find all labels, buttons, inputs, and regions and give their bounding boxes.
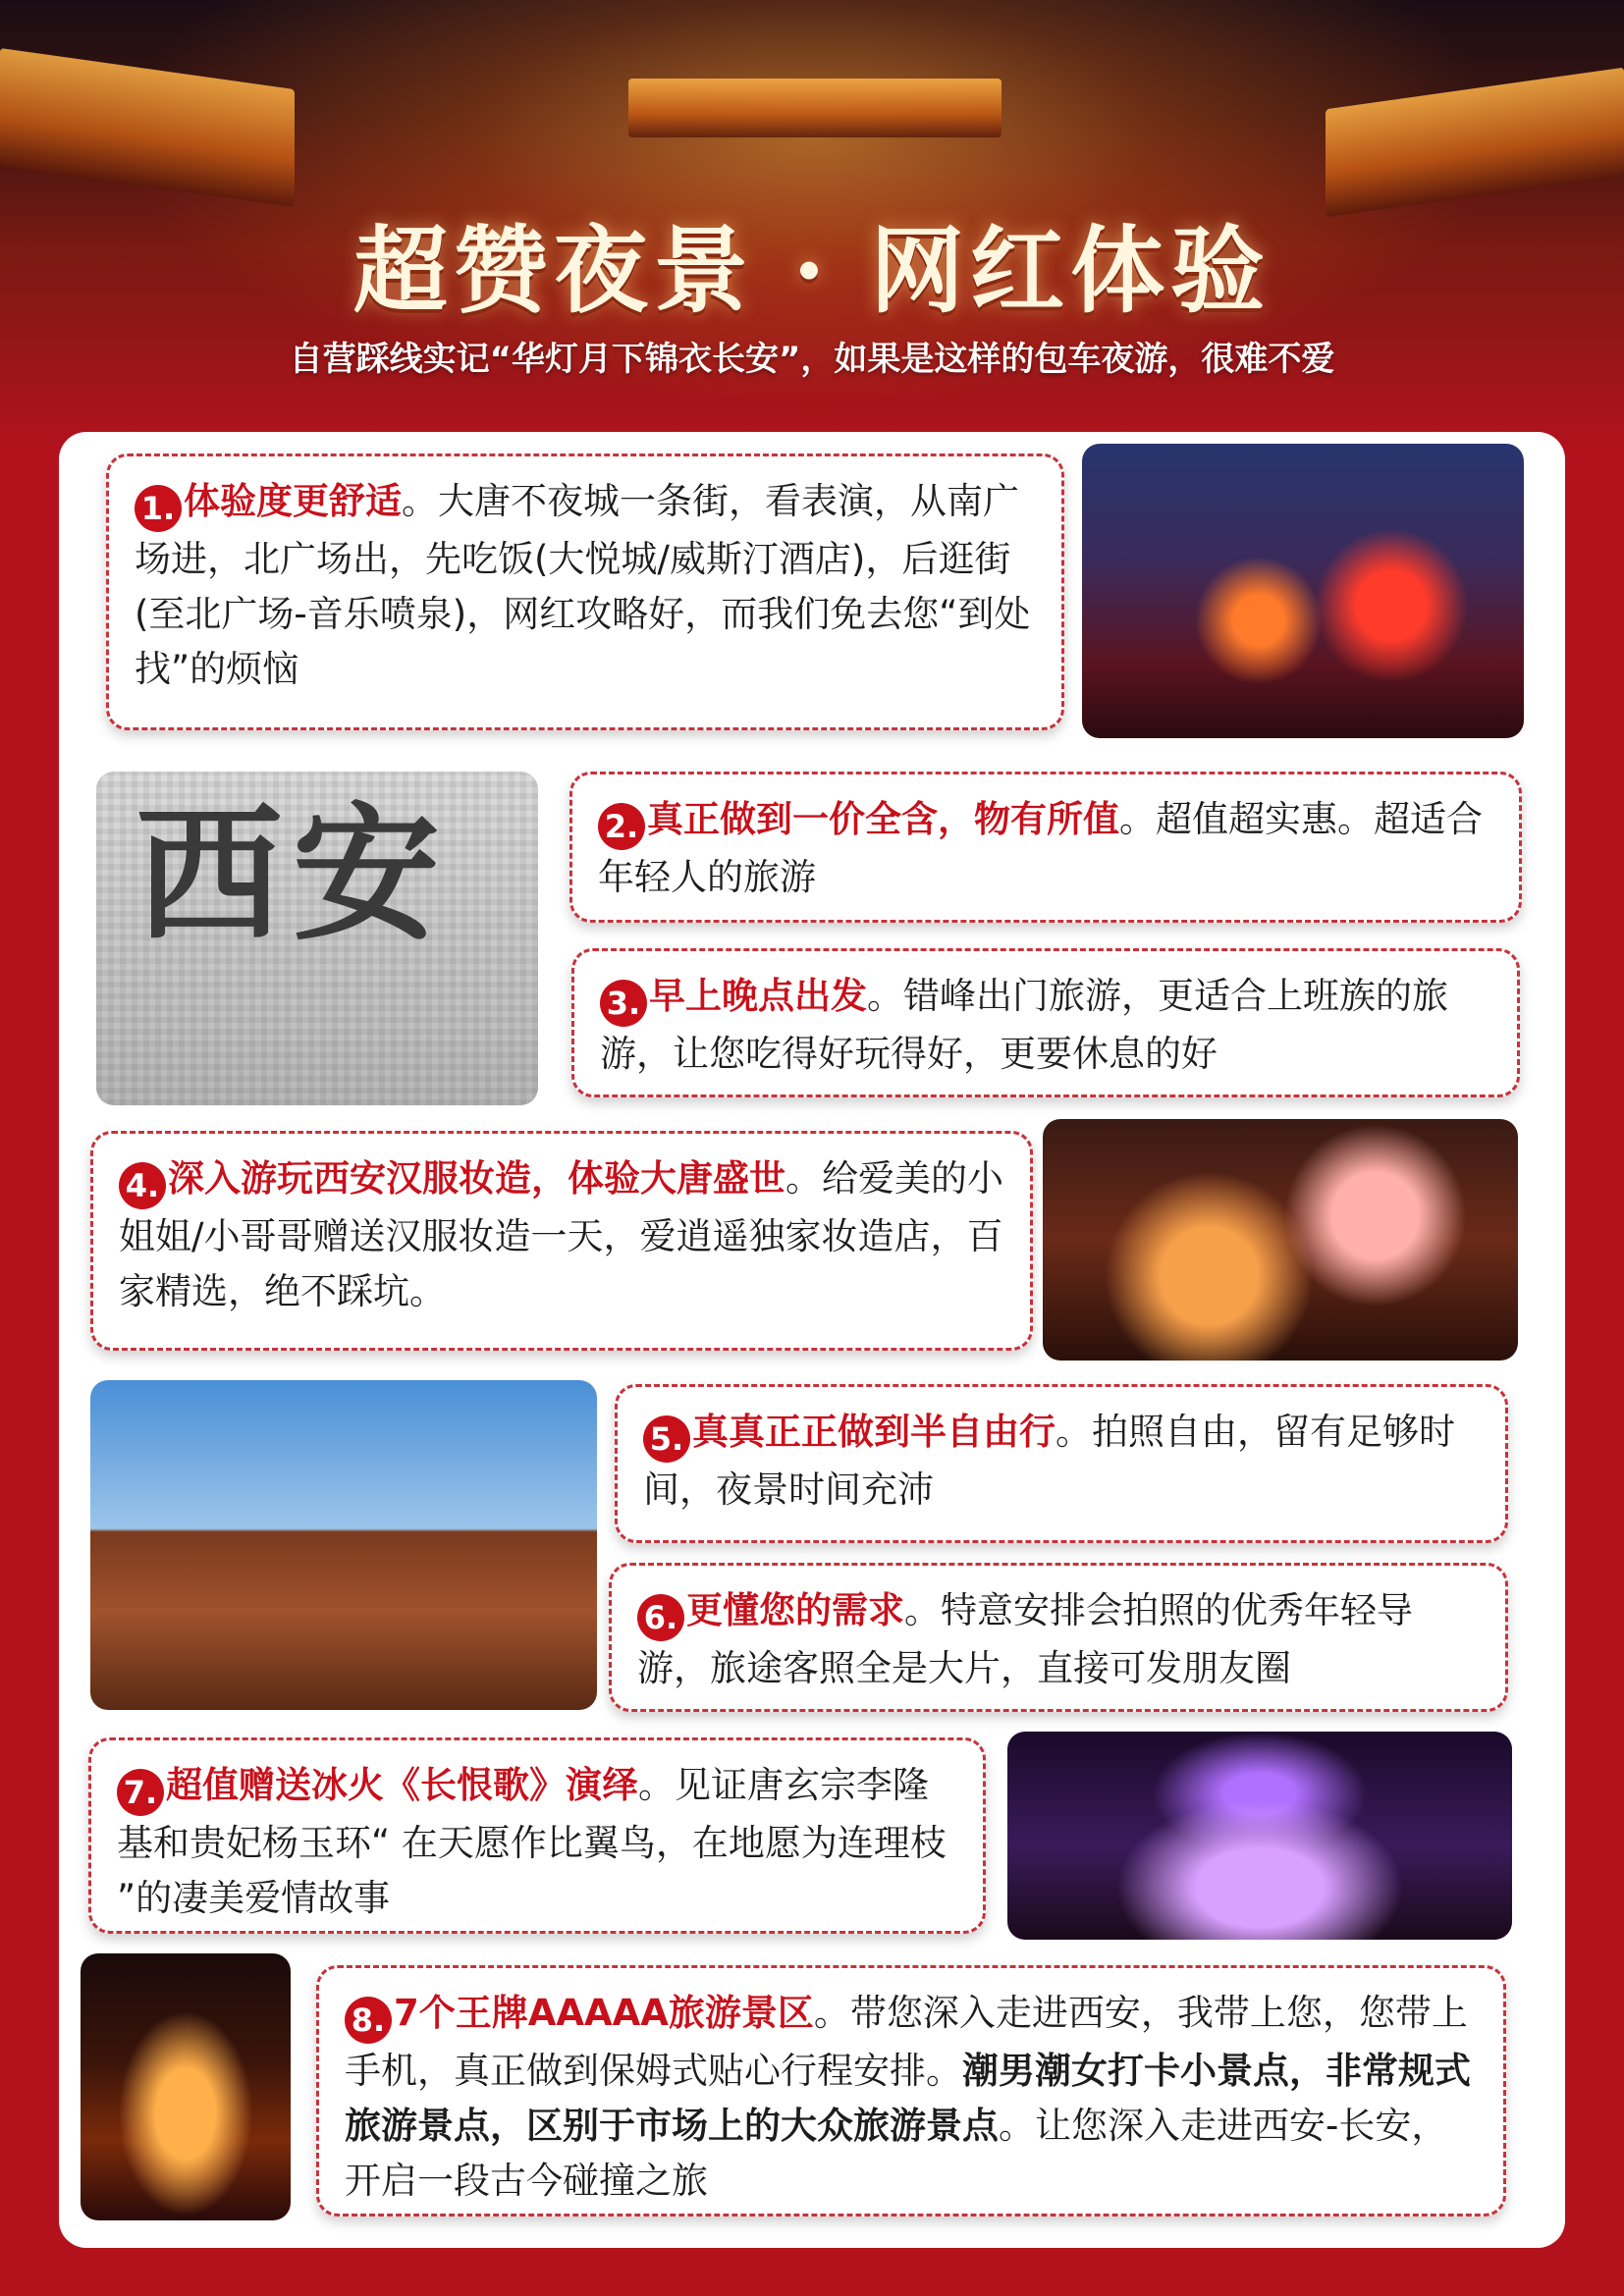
- item-highlight: 真真正正做到半自由行: [692, 1411, 1056, 1453]
- feature-card-8: [316, 1965, 1506, 2216]
- page-subtitle: 自营踩线实记“华灯月下锦衣长安”，如果是这样的包车夜游，很难不爱: [289, 340, 1335, 379]
- item-number-badge: 4.: [119, 1162, 166, 1209]
- pavilion-photo: [90, 1380, 597, 1710]
- roof-right-decoration: [1326, 68, 1624, 218]
- item-highlight: 7个王牌AAAAA旅游景区: [394, 1992, 814, 2034]
- item-text: 。带您深入走进西安，我带上您，您带上手机，真正做到保姆式贴心行程安排。: [345, 1992, 1468, 2092]
- feature-card-6: [609, 1563, 1508, 1712]
- roof-center-decoration: [628, 79, 1001, 137]
- show-performance-photo: [1007, 1732, 1512, 1940]
- item-number-badge: 3.: [600, 980, 647, 1027]
- item-highlight: 真正做到一价全含，物有所值: [647, 798, 1119, 840]
- feature-card-7: [88, 1737, 986, 1934]
- item-number-badge: 8.: [345, 1997, 392, 2044]
- xian-wall-photo: [96, 772, 538, 1105]
- page-title: 超赞夜景 · 网红体验: [352, 215, 1272, 326]
- roof-left-decoration: [0, 48, 295, 207]
- item-number-badge: 1.: [135, 485, 182, 532]
- tower-photo: [81, 1953, 291, 2220]
- night-street-photo: [1082, 444, 1524, 738]
- item-bold-text: 潮男潮女打卡小景点，非常规式旅游景点，区别于市场上的大众旅游景点: [345, 2050, 1471, 2147]
- xian-wall-text: 西安: [135, 788, 451, 961]
- hero-banner: [0, 0, 1624, 452]
- feature-card-1: [106, 454, 1064, 730]
- feature-card-3: [571, 948, 1520, 1097]
- item-number-badge: 6.: [637, 1594, 684, 1641]
- item-highlight: 超值赠送冰火《长恨歌》演绎: [166, 1764, 638, 1806]
- feature-card-5: [615, 1384, 1508, 1543]
- item-highlight: 早上晚点出发: [649, 975, 867, 1017]
- item-number-badge: 7.: [117, 1769, 164, 1816]
- feature-card-4: [90, 1131, 1033, 1351]
- item-highlight: 深入游玩西安汉服妆造，体验大唐盛世: [168, 1157, 785, 1200]
- item-text: 。特意安排会拍照的优秀年轻导游，旅途客照全是大片，直接可发朋友圈: [637, 1589, 1413, 1689]
- hanfu-photo: [1043, 1119, 1518, 1361]
- item-highlight: 体验度更舒适: [184, 480, 402, 522]
- item-text-2: 。让您深入走进西安-长安，开启一段古今碰撞之旅: [345, 2105, 1448, 2202]
- item-number-badge: 5.: [643, 1415, 690, 1463]
- item-text: 。大唐不夜城一条街，看表演，从南广场进，北广场出，先吃饭(大悦城/威斯汀酒店)，后逛街(至北广场-音乐喷泉)，网红攻略好，而我们免去您“到处找”的烦恼: [135, 480, 1031, 690]
- feature-card-2: [569, 772, 1522, 923]
- item-text: 。拍照自由，留有足够时间，夜景时间充沛: [643, 1411, 1455, 1511]
- item-text: 。给爱美的小姐姐/小哥哥赠送汉服妆造一天，爱逍遥独家妆造店，百家精选，绝不踩坑。: [119, 1157, 1003, 1312]
- item-text: 。错峰出门旅游，更适合上班族的旅游，让您吃得好玩得好，更要休息的好: [600, 975, 1448, 1075]
- item-text: 。见证唐玄宗李隆基和贵妃杨玉环“ 在天愿作比翼鸟，在地愿为连理枝 ”的凄美爱情故事: [117, 1764, 947, 1919]
- item-text: 。超值超实惠。超适合年轻人的旅游: [598, 798, 1483, 898]
- item-number-badge: 2.: [598, 803, 645, 850]
- item-highlight: 更懂您的需求: [686, 1589, 904, 1631]
